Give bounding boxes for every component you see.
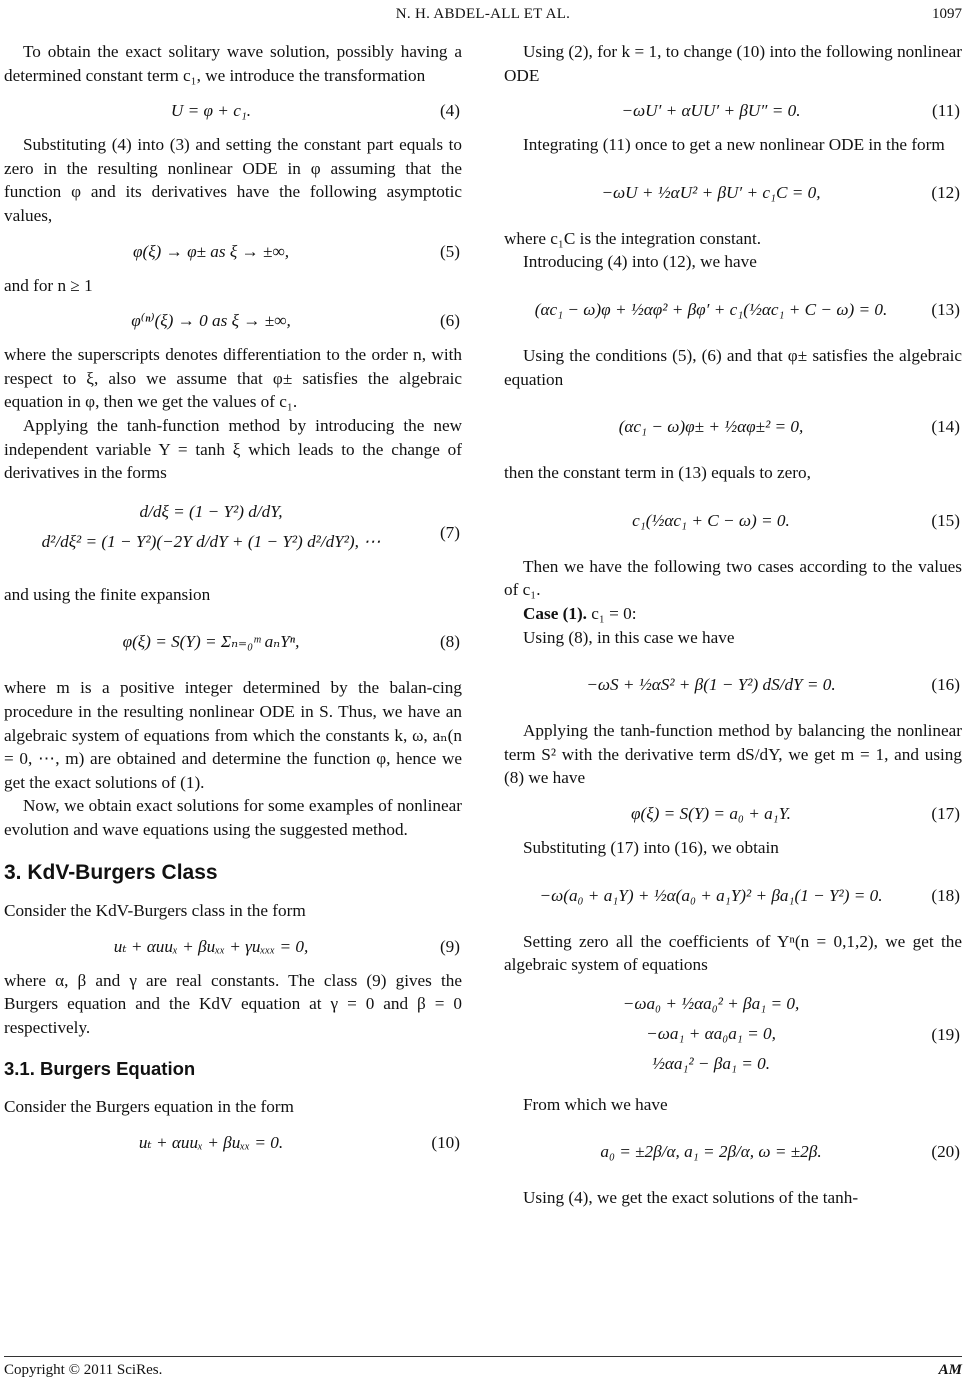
equation-body: (αc₁ − ω)φ± + ½αφ±² = 0, [618, 417, 804, 437]
equation [504, 280, 962, 338]
equation [504, 796, 962, 830]
paragraph: Consider the KdV-Burgers class in the form [4, 901, 306, 921]
page-number: 1097 [932, 6, 962, 22]
equation-number: (13) [931, 299, 960, 319]
equation [504, 163, 962, 221]
equation [4, 491, 462, 577]
left-column [4, 40, 462, 1165]
paragraph [504, 602, 962, 626]
paragraph: Using (4), we get the exact solutions of the tanh- [523, 1188, 859, 1208]
paragraph: Using (2), for k = 1, to change (10) into the following nonlinear ODE [504, 42, 962, 85]
equation-number: (11) [932, 101, 960, 121]
journal-abbrev: AM [938, 1362, 962, 1378]
equation [504, 983, 962, 1087]
equation-body: φ(ξ) = S(Y) = Σₙ₌₀ᵐ aₙYⁿ, [122, 632, 300, 652]
equation [4, 929, 462, 963]
paragraph: From which we have [523, 1094, 668, 1114]
equation-line: −ωa₁ + αa₀a₁ = 0, [646, 1023, 776, 1043]
equation-body: −ω(a₀ + a₁Y) + ½α(a₀ + a₁Y)² + βa₁(1 − Y²) = 0. [539, 885, 883, 905]
equation-number: (19) [931, 1024, 960, 1044]
equation-number: (14) [931, 417, 960, 437]
equation-line: ½αa₁² − βa₁ = 0. [651, 1053, 771, 1073]
paragraph: Setting zero all the coefficients of Yⁿ(n = 0,1,2), we get the algebraic system of equations [504, 931, 962, 975]
page-header [0, 6, 966, 30]
equation-body: uₜ + αuuₓ + βuₓₓ = 0. [138, 1132, 284, 1152]
copyright-notice: Copyright © 2011 SciRes. [4, 1362, 163, 1378]
equation-body: −ωS + ½αS² + β(1 − Y²) dS/dY = 0. [586, 675, 836, 695]
equation-body: −ωU + ½αU² + βU′ + c₁C = 0, [601, 182, 821, 202]
equation-number: (5) [439, 241, 460, 261]
equation [4, 234, 462, 268]
paragraph: Using the conditions (5), (6) and that φ± satisfies the algebraic equation [504, 345, 962, 389]
equation-line: d²/dξ² = (1 − Y²)(−2Y d/dY + (1 − Y²) d²/dY²), ⋯ [41, 531, 381, 551]
equation-number: (15) [931, 510, 960, 530]
equation [504, 655, 962, 713]
equation-body: φ⁽ⁿ⁾(ξ) → 0 as ξ → ±∞, [131, 311, 291, 331]
paragraph: and using the finite expansion [4, 584, 211, 604]
equation-number: (16) [931, 675, 960, 695]
equation [504, 93, 962, 127]
equation-body [504, 989, 918, 1079]
equation-line: −ωa₀ + ½αa₀² + βa₁ = 0, [622, 993, 800, 1013]
paragraph: Now, we obtain exact solutions for some examples of nonlinear evolution and wave equations using the suggested method. [4, 796, 462, 839]
equation-body: uₜ + αuuₓ + βuₓₓ + γuₓₓₓ = 0, [113, 936, 309, 956]
equation [4, 303, 462, 337]
equation-number: (20) [931, 1142, 960, 1162]
equation-line: d/dξ = (1 − Y²) d/dY, [139, 501, 283, 521]
equation [504, 491, 962, 549]
paragraph: Introducing (4) into (12), we have [523, 252, 757, 272]
equation-number: (6) [439, 311, 460, 331]
running-title: N. H. ABDEL-ALL ET AL. [395, 6, 571, 22]
equation-number: (4) [439, 101, 460, 121]
paragraph: Using (8), in this case we have [523, 627, 735, 647]
paragraph: where c₁C is the integration constant. [504, 228, 762, 248]
right-column [504, 40, 962, 1210]
equation-body: a₀ = ±2β/α, a₁ = 2β/α, ω = ±2β. [600, 1142, 822, 1162]
paragraph: and for n ≥ 1 [4, 275, 93, 295]
equation-number: (17) [931, 803, 960, 823]
paragraph: Applying the tanh-function method by balancing the nonlinear term S² with the derivative term dS/dY, we get m = 1, and using (8) we have [504, 721, 962, 788]
paragraph: To obtain the exact solitary wave solution, possibly having a determined constant term c₁, we introduce the transformation [4, 42, 462, 85]
equation-number: (8) [439, 632, 460, 652]
equation-body: φ(ξ) → φ± as ξ → ±∞, [132, 241, 290, 261]
case-condition: c₁ = 0: [591, 603, 637, 623]
equation-body: U = φ + c₁. [170, 101, 252, 121]
equation-body: φ(ξ) = S(Y) = a₀ + a₁Y. [631, 803, 791, 823]
equation [4, 612, 462, 670]
paragraph: where α, β and γ are real constants. The class (9) gives the Burgers equation and the KdV equation at γ = 0 and β = 0 respectively. [4, 970, 462, 1037]
equation-number: (18) [931, 885, 960, 905]
paragraph: Substituting (17) into (16), we obtain [523, 837, 779, 857]
equation-body: (αc₁ − ω)φ + ½αφ² + βφ′ + c₁(½αc₁ + C − ω) = 0. [534, 299, 888, 319]
paragraph: where the superscripts denotes differentiation to the order n, with respect to ξ, also we assume that φ± satisfies the algebraic equation in φ, then we get the values of c₁. [4, 345, 462, 412]
paragraph: Applying the tanh-function method by introducing the new independent variable Y = tanh ξ which leads to the change of derivatives in the forms [4, 415, 462, 483]
paragraph: Integrating (11) once to get a new nonlinear ODE in the form [523, 135, 945, 155]
equation [504, 1122, 962, 1180]
equation-number: (9) [439, 936, 460, 956]
equation [504, 397, 962, 455]
paragraph: then the constant term in (13) equals to zero, [504, 463, 811, 483]
paragraph: Then we have the following two cases according to the values of c₁. [504, 556, 962, 600]
paragraph: Substituting (4) into (3) and setting the constant part equals to zero in the resulting nonlinear ODE in φ assuming that the function φ and its derivatives have the following asymptotic values, [4, 135, 462, 225]
footer-rule [4, 1356, 962, 1357]
equation-number: (12) [931, 182, 960, 202]
section-heading: 3. KdV-Burgers Class [4, 861, 218, 885]
equation-number: (7) [439, 522, 460, 542]
subsection-heading: 3.1. Burgers Equation [4, 1058, 196, 1080]
equation-number: (10) [431, 1132, 460, 1152]
equation-body [4, 497, 418, 557]
paragraph: Consider the Burgers equation in the form [4, 1097, 294, 1117]
equation [4, 1125, 462, 1159]
equation [504, 866, 962, 924]
equation-body: c₁(½αc₁ + C − ω) = 0. [632, 510, 790, 530]
case-label: Case (1). [523, 603, 587, 623]
equation [4, 93, 462, 127]
paragraph: where m is a positive integer determined by the balan-cing procedure in the resulting nonlinear ODE in S. Thus, we have an algebraic system of equations from which the constants k, ω, aₙ(n = 0, ⋯, m) are obtained and determine the function φ, hence we get the exact solutions of (1). [4, 678, 462, 792]
equation-body: −ωU′ + αUU′ + βU″ = 0. [621, 101, 801, 121]
